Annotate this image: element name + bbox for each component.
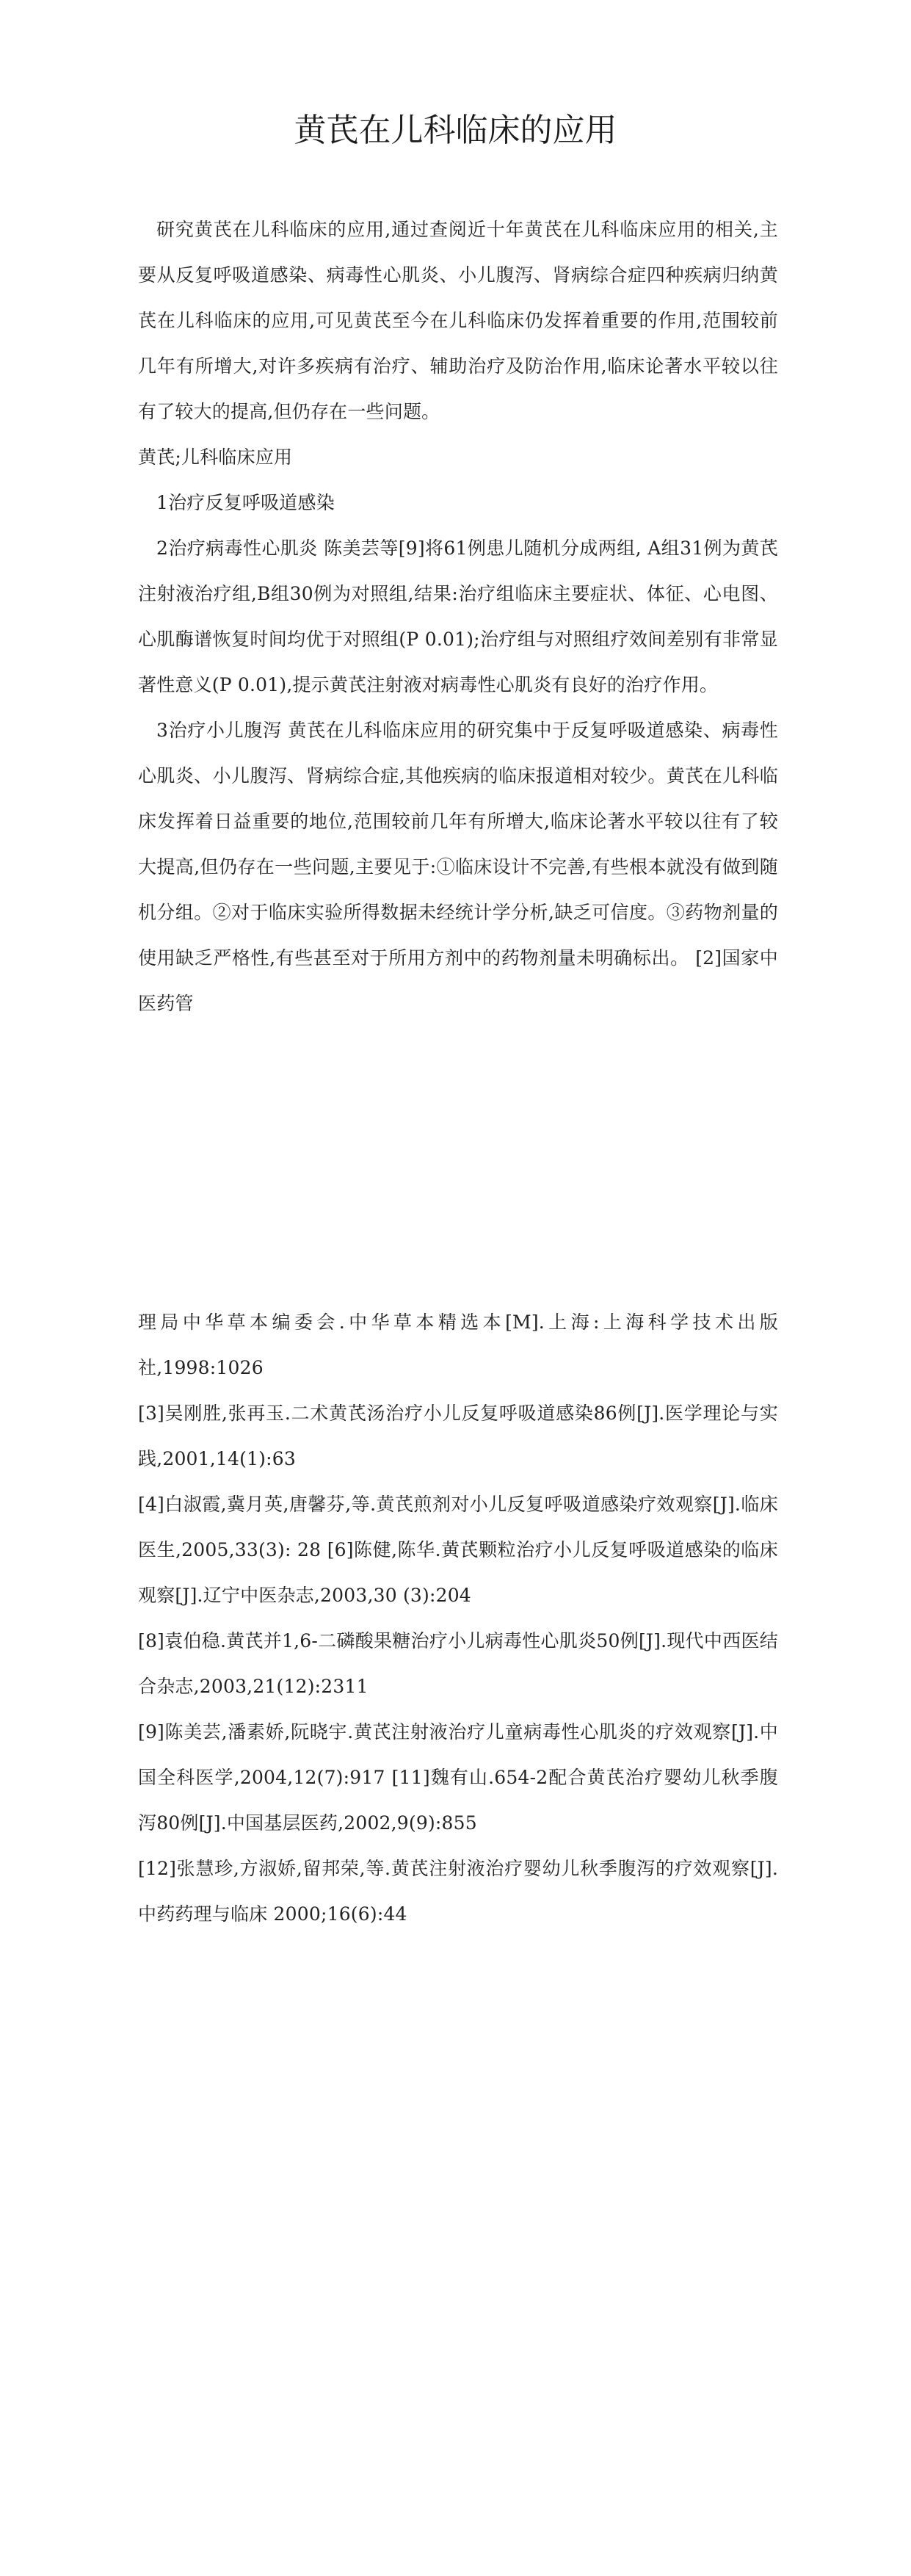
document-body <box>138 207 778 1937</box>
section-3-paragraph: 3治疗小儿腹泻 黄芪在儿科临床应用的研究集中于反复呼吸道感染、病毒性心肌炎、小儿腹泻、肾病综合症,其他疾病的临床报道相对较少。黄芪在儿科临床发挥着日益重要的地位,范围较前几年有所增大,临床论著水平较以往有了较大提高,但仍存在一些问题,主要见于:①临床设计不完善,有些根本就没有做到随机分组。②对于临床实验所得数据未经统计学分析,缺乏可信度。③药物剂量的使用缺乏严格性,有些甚至对于所用方剂中的药物剂量未明确标出。 [2]国家中医药管 <box>138 720 778 1014</box>
document-title: 黄芪在儿科临床的应用 <box>294 112 617 149</box>
section-1-heading: 1治疗反复呼吸道感染 <box>156 492 335 513</box>
reference-item: [3]吴刚胜,张再玉.二术黄芪汤治疗小儿反复呼吸道感染86例[J].医学理论与实践,2001,14(1):63 <box>138 1403 778 1469</box>
reference-item: [4]白淑霞,冀月英,唐馨芬,等.黄芪煎剂对小儿反复呼吸道感染疗效观察[J].临床医生,2005,33(3): 28 [6]陈健,陈华.黄芪颗粒治疗小儿反复呼吸道感染的临床观察[J].辽宁中医杂志,2003,30 (3):204 <box>138 1494 778 1606</box>
section-2-paragraph: 2治疗病毒性心肌炎 陈美芸等[9]将61例患儿随机分成两组, A组31例为黄芪注射液治疗组,B组30例为对照组,结果:治疗组临床主要症状、体征、心电图、心肌酶谱恢复时间均优于对照组(P 0.01);治疗组与对照组疗效间差别有非常显著性意义(P 0.01),提示黄芪注射液对病毒性心肌炎有良好的治疗作用。 <box>138 538 778 695</box>
keywords-line: 黄芪;儿科临床应用 <box>138 446 293 468</box>
abstract-paragraph: 研究黄芪在儿科临床的应用,通过查阅近十年黄芪在儿科临床应用的相关,主要从反复呼吸道感染、病毒性心肌炎、小儿腹泻、肾病综合症四种疾病归纳黄芪在儿科临床的应用,可见黄芪至今在儿科临床仍发挥着重要的作用,范围较前几年有所增大,对许多疾病有治疗、辅助治疗及防治作用,临床论著水平较以往有了较大的提高,但仍存在一些问题。 <box>138 219 778 422</box>
reference-item: [12]张慧珍,方淑娇,留邦荣,等.黄芪注射液治疗婴幼儿秋季腹泻的疗效观察[J].中药药理与临床 2000;16(6):44 <box>138 1858 778 1925</box>
reference-item: [9]陈美芸,潘素娇,阮晓宇.黄芪注射液治疗儿童病毒性心肌炎的疗效观察[J].中国全科医学,2004,12(7):917 [11]魏有山.654-2配合黄芪治疗婴幼儿秋季腹泻80例[J].中国基层医药,2002,9(9):855 <box>138 1721 778 1834</box>
reference-item: [8]袁伯稳.黄芪并1,6-二磷酸果糖治疗小儿病毒性心肌炎50例[J].现代中西医结合杂志,2003,21(12):2311 <box>138 1630 778 1697</box>
blank-gap <box>138 1027 778 1300</box>
reference-continuation: 理局中华草本编委会.中华草本精选本[M].上海:上海科学技术出版社,1998:1026 <box>138 1311 778 1378</box>
